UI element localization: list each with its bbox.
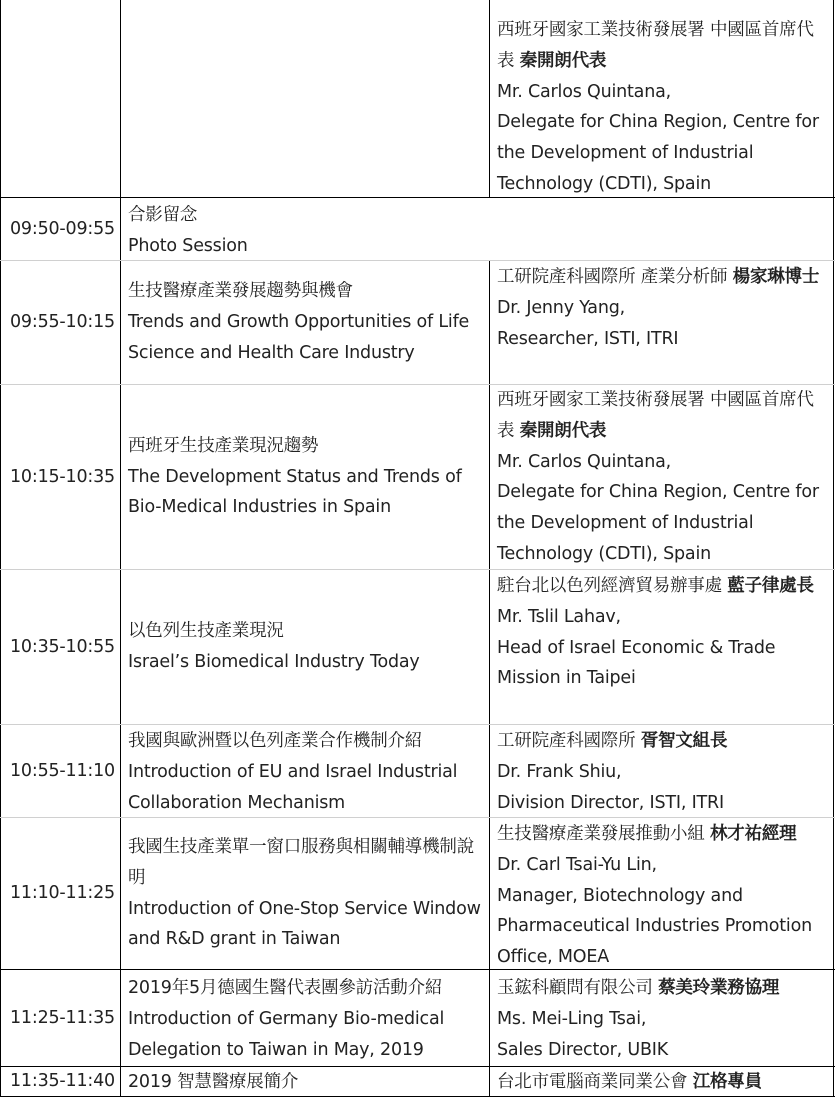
speaker-org: 玉鋐科顧問有限公司 <box>497 978 653 998</box>
speaker-name-zh: 楊家琳博士 <box>732 267 820 287</box>
speaker-name-zh: 林才祐經理 <box>709 824 797 844</box>
speaker-title-en: Delegate for China Region, Centre for the Development of Industrial Technology (CDTI), Spain <box>497 482 819 564</box>
time-slot: 11:10-11:25 <box>10 883 115 904</box>
topic-zh: 合影留念 <box>128 205 198 225</box>
topic-en: Introduction of Germany Bio-medical Delegation to Taiwan in May, 2019 <box>128 1008 445 1060</box>
table-row <box>0 385 835 569</box>
speaker-cell <box>497 726 827 818</box>
speaker-org: 駐台北以色列經濟貿易辦事處 <box>497 576 722 596</box>
topic-cell <box>128 570 488 724</box>
time-cell <box>10 385 118 569</box>
time-cell <box>10 1066 118 1097</box>
speaker-cell <box>497 1067 827 1098</box>
topic-zh: 2019 智慧醫療展簡介 <box>128 1072 299 1092</box>
speaker-name-en: Mr. Carlos Quintana, <box>497 81 671 102</box>
time-cell <box>10 970 118 1066</box>
time-slot: 11:25-11:35 <box>10 1007 115 1028</box>
speaker-title-en: Sales Director, UBIK <box>497 1039 669 1060</box>
topic-en: The Development Status and Trends of Bio-Medical Industries in Spain <box>128 466 462 518</box>
speaker-name-en: Mr. Carlos Quintana, <box>497 451 671 472</box>
speaker-name-en: Mr. Tslil Lahav, <box>497 606 621 627</box>
speaker-title-en: Delegate for China Region, Centre for the Development of Industrial Technology (CDTI), Spain <box>497 112 819 194</box>
topic-cell <box>128 973 488 1065</box>
table-row <box>0 970 835 1066</box>
topic-cell <box>128 818 488 969</box>
topic-zh: 以色列生技產業現況 <box>128 621 284 642</box>
speaker-name-en: Dr. Frank Shiu, <box>497 761 622 782</box>
speaker-title-en: Division Director, ISTI, ITRI <box>497 792 724 813</box>
table-row <box>0 198 835 260</box>
speaker-org: 西班牙國家工業技術發展署 中國區首席代表 <box>497 20 814 71</box>
time-cell <box>10 261 118 384</box>
time-cell <box>10 570 118 724</box>
speaker-name-en: Ms. Mei-Ling Tsai, <box>497 1008 647 1029</box>
table-row <box>0 570 835 724</box>
topic-en: Israel’s Biomedical Industry Today <box>128 652 420 672</box>
topic-zh: 西班牙生技產業現況趨勢 <box>128 435 319 456</box>
speaker-cell <box>497 385 827 570</box>
speaker-title-en: Researcher, ISTI, ITRI <box>497 328 679 349</box>
speaker-cell <box>497 973 827 1065</box>
speaker-org: 西班牙國家工業技術發展署 中國區首席代表 <box>497 390 814 441</box>
speaker-name-zh: 江格專員 <box>692 1072 762 1092</box>
speaker-cell <box>497 819 827 973</box>
topic-cell <box>128 385 488 569</box>
table-row <box>0 1067 835 1097</box>
speaker-name-zh: 蔡美玲業務協理 <box>658 978 780 998</box>
speaker-cell <box>497 15 827 200</box>
time-slot: 09:50-09:55 <box>10 218 115 239</box>
speaker-name-zh: 秦開朗代表 <box>519 50 607 71</box>
speaker-org: 台北市電腦商業同業公會 <box>497 1072 688 1092</box>
speaker-org: 工研院產科國際所 <box>497 731 636 751</box>
time-cell <box>10 198 118 260</box>
topic-en: Introduction of One-Stop Service Window and R&D grant in Taiwan <box>128 898 481 950</box>
topic-en: Photo Session <box>128 235 248 256</box>
topic-zh: 我國與歐洲暨以色列產業合作機制介紹 <box>128 731 423 751</box>
topic-zh: 2019年5月德國生醫代表團參訪活動介紹 <box>128 978 443 998</box>
topic-cell <box>128 726 488 818</box>
topic-cell <box>128 261 488 384</box>
topic-zh: 生技醫療產業發展趨勢與機會 <box>128 281 353 302</box>
speaker-name-en: Dr. Carl Tsai-Yu Lin, <box>497 854 657 875</box>
speaker-org: 工研院產科國際所 產業分析師 <box>497 267 728 287</box>
table-row <box>0 261 835 384</box>
time-slot: 11:35-11:40 <box>10 1071 115 1091</box>
speaker-title-en: Head of Israel Economic & Trade Mission in Taipei <box>497 637 776 689</box>
table-row <box>0 725 835 817</box>
speaker-name-zh: 胥智文組長 <box>640 731 728 751</box>
table-row <box>0 0 835 197</box>
time-slot: 10:15-10:35 <box>10 466 115 487</box>
topic-zh: 我國生技產業單一窗口服務與相關輔導機制說明 <box>128 836 474 888</box>
time-slot: 10:55-11:10 <box>10 760 115 781</box>
speaker-name-zh: 藍子律處長 <box>727 576 814 596</box>
topic-en: Trends and Growth Opportunities of Life Science and Health Care Industry <box>128 312 470 363</box>
time-cell <box>10 725 118 817</box>
speaker-name-en: Dr. Jenny Yang, <box>497 297 625 318</box>
time-slot: 10:35-10:55 <box>10 636 115 657</box>
speaker-name-zh: 秦開朗代表 <box>519 420 607 441</box>
topic-cell <box>128 1067 488 1098</box>
speaker-cell <box>497 262 827 354</box>
table-row <box>0 818 835 969</box>
time-cell <box>10 818 118 969</box>
topic-en: Introduction of EU and Israel Industrial Collaboration Mechanism <box>128 761 458 813</box>
speaker-org: 生技醫療產業發展推動小組 <box>497 824 705 844</box>
speaker-cell <box>497 571 827 694</box>
time-slot: 09:55-10:15 <box>10 312 115 333</box>
topic-cell <box>128 200 488 262</box>
speaker-title-en: Manager, Biotechnology and Pharmaceutical Industries Promotion Office, MOEA <box>497 885 812 968</box>
